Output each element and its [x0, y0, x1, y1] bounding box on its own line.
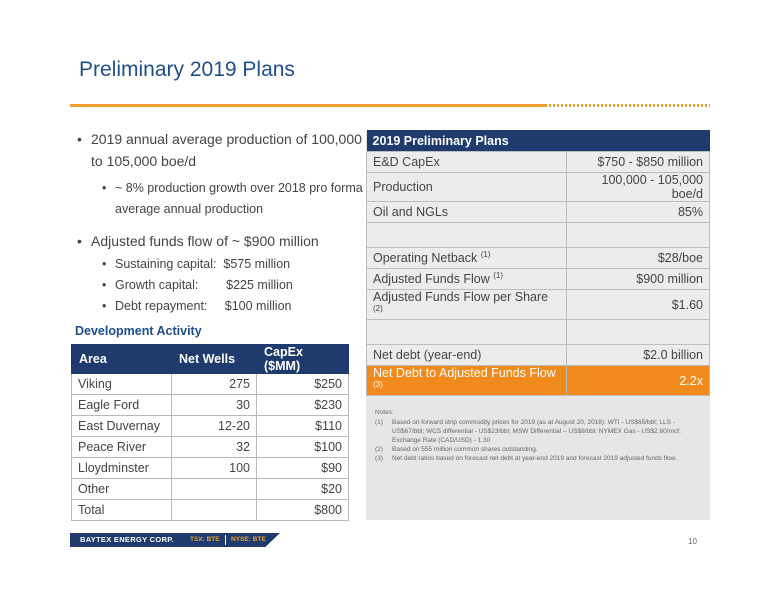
cell-area: Lloydminster — [72, 458, 172, 479]
cell-net-wells: 12-20 — [172, 416, 257, 437]
plans-value: $2.0 billion — [566, 345, 709, 366]
preliminary-plans-table — [366, 130, 710, 396]
table-row — [72, 500, 349, 521]
column-header-capex: CapEx ($MM) — [257, 345, 349, 374]
cell-net-wells: 100 — [172, 458, 257, 479]
plans-label — [367, 290, 567, 320]
note-item — [375, 454, 700, 463]
table-row — [72, 416, 349, 437]
plans-label — [367, 345, 567, 366]
plans-label-text: Adjusted Funds Flow — [373, 272, 490, 287]
ticker-tsx: TSX: BTE — [190, 536, 220, 543]
table-row — [72, 479, 349, 500]
plans-row — [367, 290, 710, 320]
note-text: Based on forward strip commodity prices for 2019 (as at August 20, 2018): WTI - US$65/bbl; LLS - US$67/bbl; WCS differential - US$23/bbl; MSW Differential – US$8/bbl; NYMEX Gas - US$2.80/mcf; Exchange Rate (CAD/USD) - 1.30 — [392, 419, 681, 444]
plans-label-text: Operating Netback — [373, 251, 478, 266]
cell-capex: $20 — [257, 479, 349, 500]
plans-row — [367, 320, 710, 345]
note-text: Net debt ratios based on forecast net debt at year-end 2019 and forecast 2019 adjusted funds flow. — [392, 455, 677, 462]
plans-value — [566, 320, 709, 345]
plans-row — [367, 152, 710, 173]
ticker-nyse: NYSE: BTE — [231, 536, 266, 543]
note-item — [375, 418, 700, 445]
page-number: 10 — [688, 537, 697, 546]
footnote-marker: (1) — [493, 271, 503, 281]
cell-capex: $100 — [257, 437, 349, 458]
company-logo: BAYTEX ENERGY CORP. — [80, 535, 174, 544]
note-number: (2) — [375, 446, 383, 453]
table-row — [72, 458, 349, 479]
plans-label — [367, 173, 567, 202]
cell-net-wells — [172, 479, 257, 500]
plans-label — [367, 366, 567, 396]
development-activity-table — [71, 344, 349, 521]
cell-area: East Duvernay — [72, 416, 172, 437]
table-header-row — [72, 345, 349, 374]
plans-label-text: Oil and NGLs — [373, 205, 449, 219]
footnote-marker: (3) — [373, 380, 383, 390]
plans-row — [367, 223, 710, 248]
plans-label — [367, 152, 567, 173]
column-header-net-wells: Net Wells — [172, 345, 257, 374]
plans-value: $900 million — [566, 269, 709, 290]
table-header-row — [367, 130, 710, 152]
bullet-funds-flow: • Adjusted funds flow of ~ $900 million — [75, 230, 365, 252]
cell-capex: $800 — [257, 500, 349, 521]
summary-bullets — [75, 128, 365, 317]
plans-value: $28/boe — [566, 248, 709, 269]
cell-area: Total — [72, 500, 172, 521]
footnote-marker: (1) — [480, 250, 491, 260]
note-number: (1) — [375, 419, 383, 426]
plans-value — [566, 223, 709, 248]
plans-row — [367, 366, 710, 396]
plans-value: 100,000 - 105,000 boe/d — [566, 173, 709, 202]
plans-row — [367, 248, 710, 269]
plans-value: 85% — [566, 202, 709, 223]
table-row — [72, 437, 349, 458]
note-text: Based on 555 million common shares outstanding. — [392, 446, 538, 453]
sub-bullet-growth: • ~ 8% production growth over 2018 pro forma average annual production — [75, 178, 365, 220]
footnote-marker: (2) — [373, 304, 383, 313]
plans-label — [367, 269, 567, 290]
sub-bullet-debt: • Debt repayment: $100 million — [75, 296, 365, 317]
cell-capex: $250 — [257, 374, 349, 395]
plans-row — [367, 173, 710, 202]
plans-value: $750 - $850 million — [566, 152, 709, 173]
plans-value: $1.60 — [566, 290, 709, 320]
plans-row — [367, 202, 710, 223]
plans-label-text: Net Debt to Adjusted Funds Flow — [373, 366, 556, 381]
plans-value: 2.2x — [566, 366, 709, 396]
plans-label — [367, 202, 567, 223]
cell-area: Eagle Ford — [72, 395, 172, 416]
cell-area: Viking — [72, 374, 172, 395]
cell-capex: $110 — [257, 416, 349, 437]
plans-label — [367, 248, 567, 269]
table-row — [72, 374, 349, 395]
sub-bullet-sustaining: • Sustaining capital: $575 million — [75, 254, 365, 275]
sub-bullet-growth-capital: • Growth capital: $225 million — [75, 275, 365, 296]
development-activity-title: Development Activity — [75, 324, 202, 338]
column-header-area: Area — [72, 345, 172, 374]
cell-capex: $90 — [257, 458, 349, 479]
cell-net-wells: 275 — [172, 374, 257, 395]
plans-label — [367, 223, 567, 248]
cell-area: Peace River — [72, 437, 172, 458]
note-number: (3) — [375, 455, 383, 462]
plans-row — [367, 269, 710, 290]
cell-net-wells — [172, 500, 257, 521]
plans-row — [367, 345, 710, 366]
cell-capex: $230 — [257, 395, 349, 416]
footnotes — [375, 408, 700, 463]
plans-label-text: Net debt (year-end) — [373, 348, 482, 363]
title-divider-dashed — [545, 104, 710, 107]
plans-label-text: Production — [373, 180, 433, 194]
cell-net-wells: 30 — [172, 395, 257, 416]
cell-area: Other — [72, 479, 172, 500]
page-title: Preliminary 2019 Plans — [79, 58, 295, 81]
plans-label-text: E&D CapEx — [373, 155, 440, 169]
bullet-production: • 2019 annual average production of 100,000 to 105,000 boe/d — [75, 128, 365, 172]
cell-net-wells: 32 — [172, 437, 257, 458]
footer-separator — [225, 535, 226, 545]
plans-table-header: 2019 Preliminary Plans — [367, 130, 710, 152]
plans-label-text: Adjusted Funds Flow per Share — [373, 290, 549, 304]
plans-label — [367, 320, 567, 345]
note-item — [375, 445, 700, 454]
notes-heading: Notes: — [375, 409, 394, 416]
table-row — [72, 395, 349, 416]
